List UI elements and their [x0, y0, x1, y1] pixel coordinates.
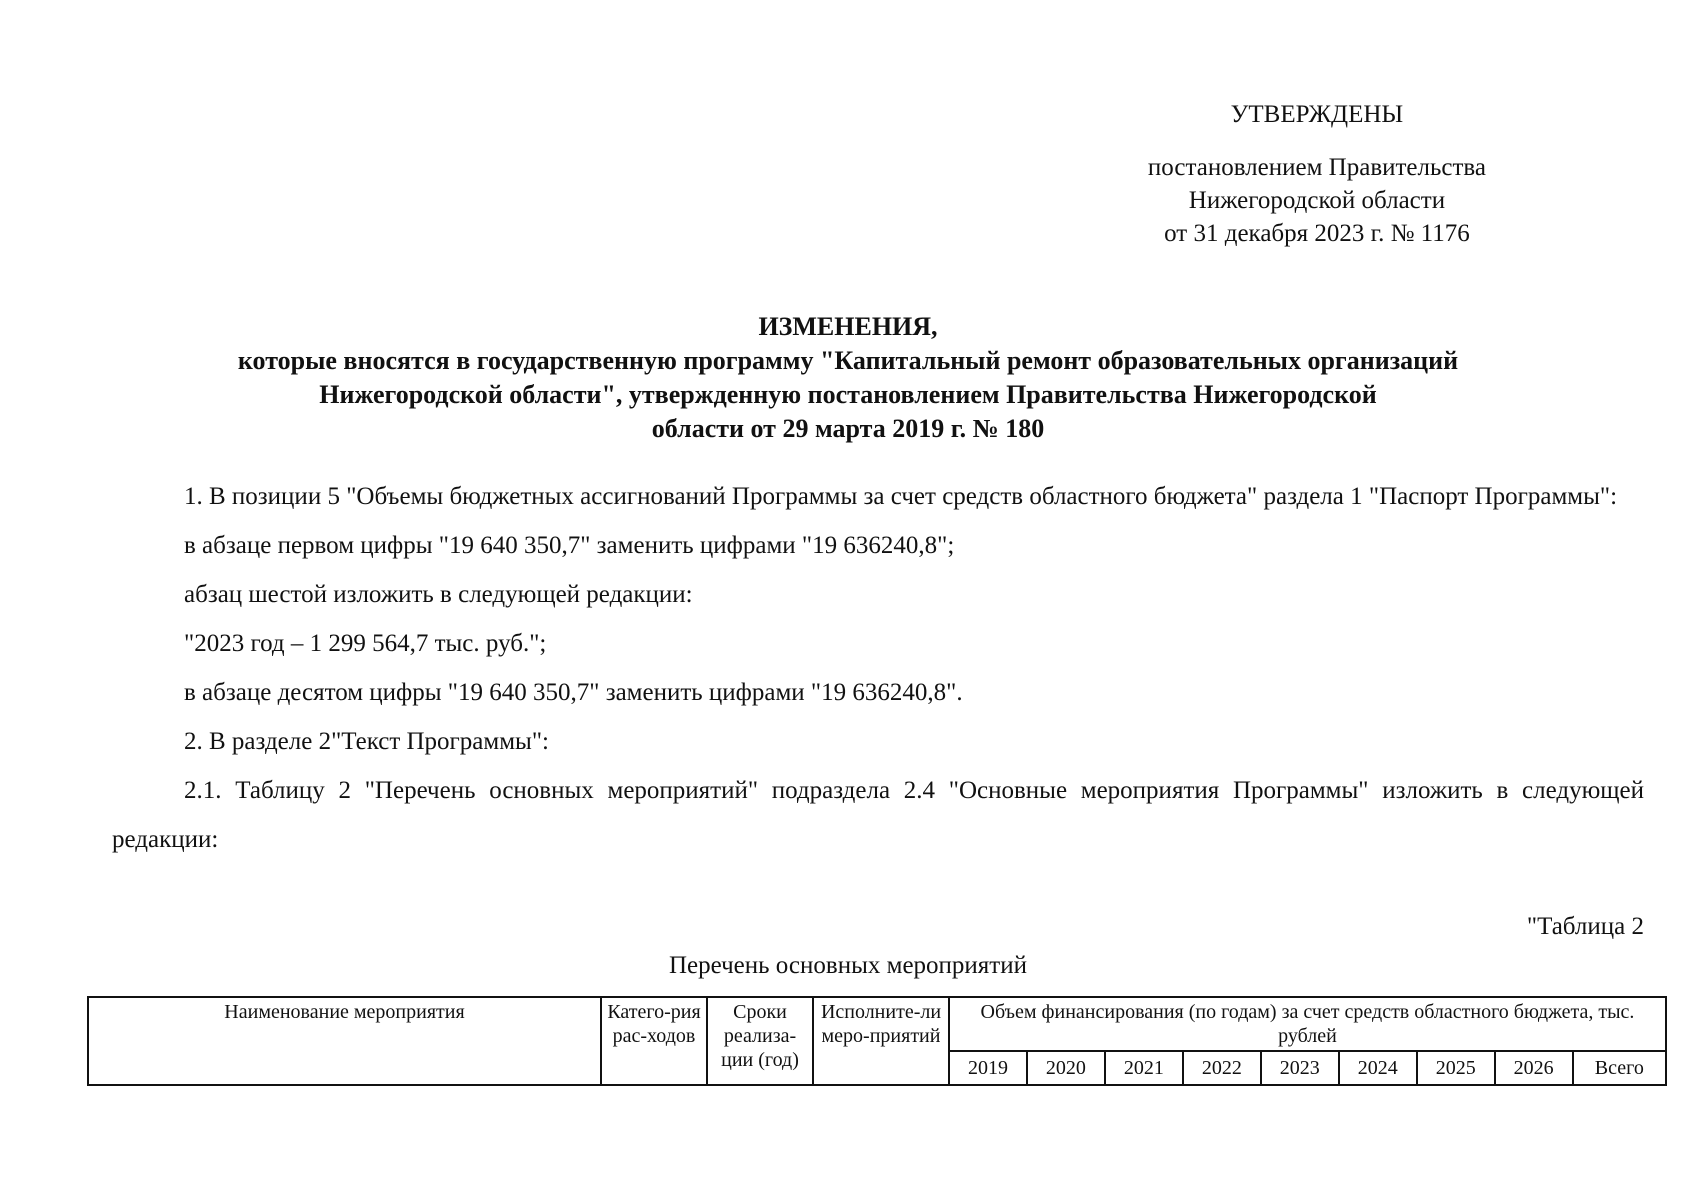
- header-name: Наименование мероприятия: [88, 997, 601, 1085]
- paragraph-7: 2.1. Таблицу 2 "Перечень основных мероприятий" подраздела 2.4 "Основные мероприятия Программы" изложить в следующей редакции:: [112, 777, 1644, 853]
- header-year: 2019: [949, 1051, 1027, 1085]
- header-year: 2020: [1027, 1051, 1105, 1085]
- document-body: [112, 472, 1644, 864]
- table-caption: Перечень основных мероприятий: [668, 952, 1027, 979]
- approval-line: от 31 декабря 2023 г. № 1176: [1164, 220, 1470, 247]
- header-year: 2026: [1495, 1051, 1573, 1085]
- document-title-line: которые вносятся в государственную программу "Капитальный ремонт образовательных организаций: [237, 346, 1459, 375]
- measures-table: [87, 996, 1667, 1086]
- paragraph-1: 1. В позиции 5 "Объемы бюджетных ассигнований Программы за счет средств областного бюджета" раздела 1 "Паспорт Программы":: [184, 483, 1618, 510]
- document-title-line: Нижегородской области", утвержденную постановлением Правительства Нижегородской: [319, 380, 1377, 409]
- paragraph-2: в абзаце первом цифры "19 640 350,7" заменить цифрами "19 636240,8";: [184, 532, 955, 559]
- document-title-line: области от 29 марта 2019 г. № 180: [651, 414, 1045, 443]
- header-year: 2022: [1183, 1051, 1261, 1085]
- table-header-row: [88, 997, 1666, 1051]
- header-year: 2023: [1261, 1051, 1339, 1085]
- document-title: [0, 310, 1696, 446]
- paragraph-5: в абзаце десятом цифры "19 640 350,7" заменить цифрами "19 636240,8".: [184, 679, 963, 706]
- header-executors: Исполните-ли меро-приятий: [813, 997, 949, 1085]
- approval-line: постановлением Правительства: [1147, 154, 1486, 181]
- header-term: Сроки реализа-ции (год): [707, 997, 813, 1085]
- paragraph-6: 2. В разделе 2"Текст Программы":: [184, 728, 549, 755]
- table-reference: "Таблица 2: [1526, 913, 1644, 940]
- document-title-line: ИЗМЕНЕНИЯ,: [758, 312, 938, 341]
- header-year: 2024: [1339, 1051, 1417, 1085]
- paragraph-3: абзац шестой изложить в следующей редакции:: [184, 581, 693, 608]
- header-category: Катего-рия рас-ходов: [601, 997, 707, 1085]
- header-year: 2021: [1105, 1051, 1183, 1085]
- header-year: 2025: [1417, 1051, 1495, 1085]
- approval-block: [1148, 98, 1486, 250]
- header-total: Всего: [1573, 1051, 1666, 1085]
- header-funding: Объем финансирования (по годам) за счет средств областного бюджета, тыс. рублей: [949, 997, 1666, 1051]
- approval-title: УТВЕРЖДЕНЫ: [1230, 101, 1404, 128]
- approval-line: Нижегородской области: [1188, 187, 1446, 214]
- paragraph-4: "2023 год – 1 299 564,7 тыс. руб.";: [184, 630, 547, 657]
